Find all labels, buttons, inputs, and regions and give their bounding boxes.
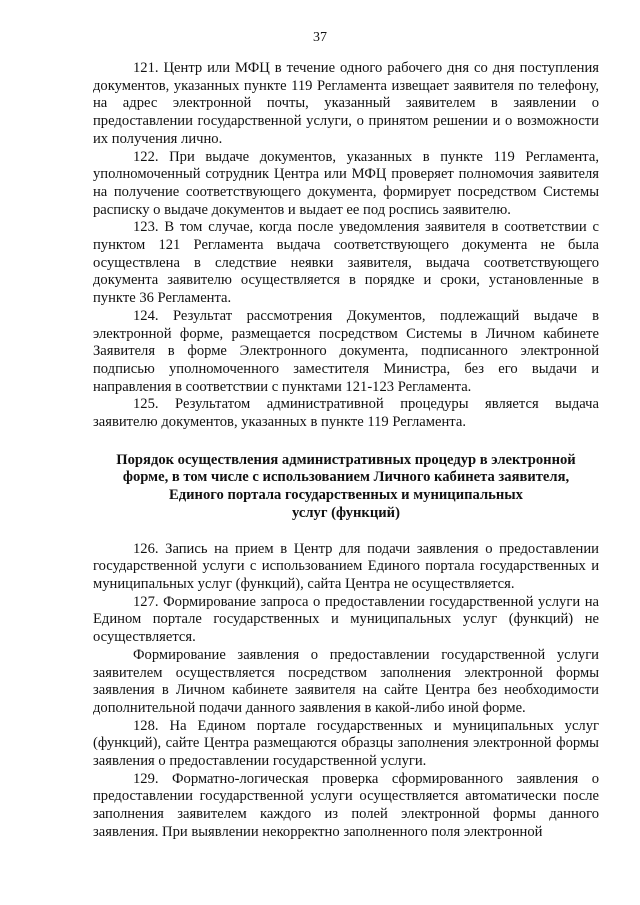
paragraph-128: 128. На Едином портале государственных и муниципальных услуг (функций), сайте Центра размещаются образцы заполнения электронной формы заявления о предоставлении государственной услуги.: [93, 717, 599, 770]
section-heading-line: Порядок осуществления административных процедур в электронной: [116, 451, 576, 468]
section-heading-line: услуг (функций): [292, 504, 400, 521]
paragraph-125: 125. Результатом административной процедуры является выдача заявителю документов, указанных в пункте 119 Регламента.: [93, 396, 599, 431]
paragraph-129: 129. Форматно-логическая проверка сформированного заявления о предоставлении государственной услуги осуществляется автоматически после заполнения заявителем каждого из полей электронной формы данного заявления. При выявлении некорректно заполненного поля электронной: [93, 770, 599, 840]
paragraph-126: 126. Запись на прием в Центр для подачи заявления о предоставлении государственной услуги с использованием Единого портала государственных и муниципальных услуг (функций), сайта Центра не осуществляется.: [93, 540, 599, 592]
paragraph-127: 127. Формирование запроса о предоставлении государственной услуги на Едином портале государственных и муниципальных услуг (функций) не осуществляется.: [93, 593, 599, 646]
paragraph-121: 121. Центр или МФЦ в течение одного рабочего дня со дня поступления документов, указанных пункте 119 Регламента извещает заявителя по телефону, на адрес электронной почты, указанный заявителем в заявлении о предоставлении государственной услуги, о принятом решении и о возможности их получения лично.: [93, 60, 599, 147]
section-heading: [93, 452, 599, 523]
page-number: 37: [313, 30, 327, 45]
paragraph-123: 123. В том случае, когда после уведомления заявителя в соответствии с пунктом 121 Регламента выдача соответствующего документа не была осуществлена в следствие неявки заявителя, выдача соответствующего документа заявителю осуществляется в порядке и сроки, установленные в пункте 36 Регламента.: [93, 219, 599, 307]
paragraph-122: 122. При выдаче документов, указанных в пункте 119 Регламента, уполномоченный сотрудник Центра или МФЦ проверяет полномочия заявителя на получение соответствующего документа, формирует посредством Системы расписку о выдаче документов и выдает ее под роспись заявителю.: [93, 148, 599, 218]
document-body: [93, 60, 599, 842]
paragraph-127-continued: Формирование заявления о предоставлении государственной услуги заявителем осуществляется посредством заполнения электронной формы заявления в Личном кабинете заявителя на сайте Центра без необходимости дополнительной подачи данного заявления в какой-либо иной форме.: [93, 646, 599, 716]
section-heading-line: форме, в том числе с использованием Личного кабинета заявителя,: [122, 469, 570, 486]
section-heading-line: Единого портала государственных и муниципальных: [169, 487, 523, 504]
paragraph-124: 124. Результат рассмотрения Документов, подлежащий выдаче в электронной форме, размещается посредством Системы в Личном кабинете Заявителя в форме Электронного документа, подписанного электронной подписью уполномоченного заместителя Министра, без его выдачи и направления в соответствии с пунктами 121-123 Регламента.: [93, 307, 599, 395]
